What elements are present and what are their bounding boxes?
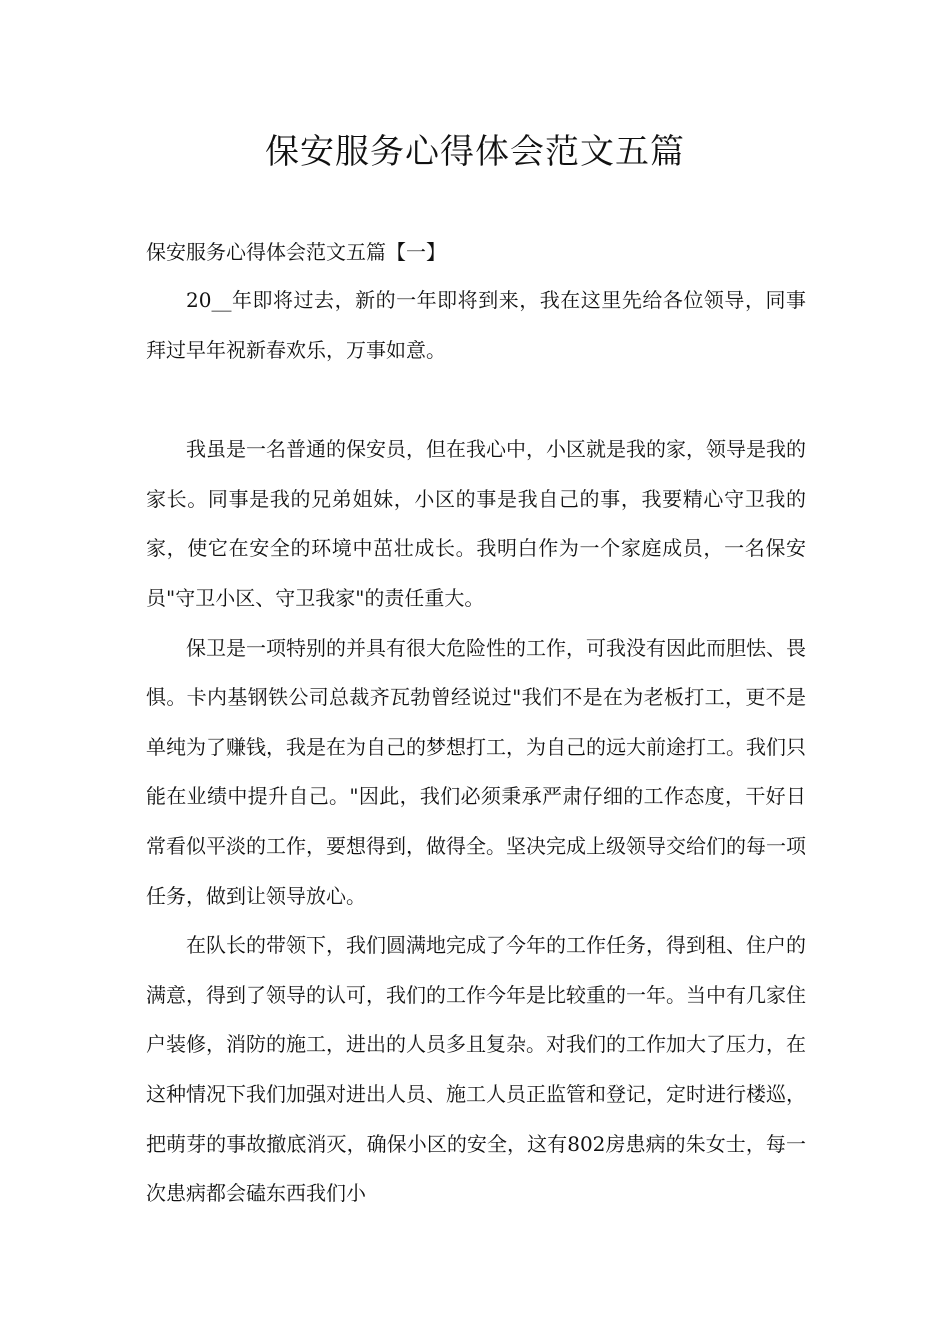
document-body [146, 228, 806, 1219]
paragraph-2: 我虽是一名普通的保安员，但在我心中，小区就是我的家，领导是我的家长。同事是我的兄弟姐妹，小区的事是我自己的事，我要精心守卫我的家，使它在安全的环境中茁壮成长。我明白作为一个家庭成员，一名保安员"守卫小区、守卫我家"的责任重大。 [146, 437, 806, 610]
paragraph-3: 保卫是一项特别的并具有很大危险性的工作，可我没有因此而胆怯、畏惧。卡内基钢铁公司总裁齐瓦勃曾经说过"我们不是在为老板打工，更不是单纯为了赚钱，我是在为自己的梦想打工，为自己的远大前途打工。我们只能在业绩中提升自己。"因此，我们必须秉承严肃仔细的工作态度，干好日常看似平淡的工作，要想得到，做得全。坚决完成上级领导交给们的每一项任务，做到让领导放心。 [146, 635, 806, 908]
paragraph-4: 在队长的带领下，我们圆满地完成了今年的工作任务，得到租、住户的满意，得到了领导的认可，我们的工作今年是比较重的一年。当中有几家住户装修，消防的施工，进出的人员多且复杂。对我们的工作加大了压力，在这种情况下我们加强对进出人员、施工人员正监管和登记，定时进行楼巡，把萌芽的事故撤底消灭，确保小区的安全，这有802房患病的朱女士，每一次患病都会磕东西我们小 [146, 933, 806, 1206]
section-heading: 保安服务心得体会范文五篇【一】 [146, 240, 446, 264]
paragraph-spacer [146, 375, 806, 425]
document-title: 保安服务心得体会范文五篇 [265, 132, 685, 172]
paragraph-1: 20__年即将过去，新的一年即将到来，我在这里先给各位领导，同事拜过早年祝新春欢乐，万事如意。 [146, 288, 806, 362]
